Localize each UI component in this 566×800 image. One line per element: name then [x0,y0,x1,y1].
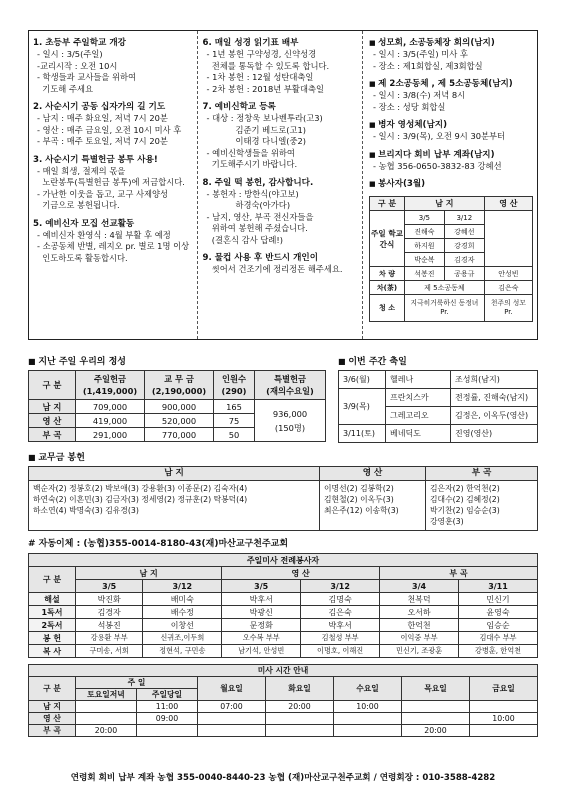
cell [137,725,198,737]
notice-column-3 [363,31,537,339]
liturgy-rota-table [28,553,538,658]
notice-line: (결혼식 감사 답례!) [206,234,283,245]
cell [198,713,266,725]
notice-title: ■ 봉사자(3월) [369,178,533,190]
feast-date: 3/6(월) [339,371,386,389]
table-row [29,645,538,658]
cell: 제 5소공동체 [405,281,485,295]
date-cell: 3/5 [222,580,301,593]
notice-line: - 대상 : 정창욱 보나벤투라(고3) [206,113,323,123]
col-header: 금요일 [470,677,538,701]
notice-line: - 가난한 이웃을 돕고, 교구 사제양성 [37,188,169,199]
feast-table [338,370,538,443]
notice-line: - 1차 봉헌 : 12월 성탄대축일 [206,72,314,82]
notice-line: - 일시 : 3/5(주일) [37,49,103,59]
notice-line: - 봉헌자 : 방한식(야고보) [206,188,299,199]
cell [470,701,538,713]
row-label: 영 산 [29,713,76,725]
col-header: 구 분 [29,677,76,701]
cell: 김명숙 [301,593,380,606]
notice-line: 하경숙(아가다) [206,200,291,210]
table-title: 미사 시간 안내 [29,665,538,677]
sponsor-yeongsan: 이명선(2) 김봉학(2) 김현철(2) 이옥두(3) 최은주(12) 이송학(3) [320,481,426,531]
cell: 20:00 [76,725,137,737]
cell [76,713,137,725]
cell [266,713,334,725]
sponsor-title: ■ 교무금 봉헌 [28,450,538,463]
cell: 09:00 [137,713,198,725]
cell: 291,000 [76,428,145,442]
feast-people: 조성희(남지) [451,371,538,389]
notice-section [369,149,533,173]
notice-line: - 장소 : 제1회합실, 제3회합실 [373,60,483,71]
col-header: 남 지 [76,567,222,580]
date-cell: 3/5 [405,211,445,225]
notice-line: - 농협 356-0650-3832-83 강혜선 [373,160,502,171]
row-label: 봉 헌 [29,632,76,645]
saint-name: 헬레나 [386,371,451,389]
row-label: 부 곡 [29,725,76,737]
cell: 강용환 부부 [76,632,143,645]
cell: 김경자 [444,253,484,267]
cell: 박후서 [222,593,301,606]
cell: 김대수 부부 [459,632,538,645]
notice-column-2 [198,31,363,339]
cell: 구미송, 서희 [76,645,143,658]
col-header: 화요일 [266,677,334,701]
notice-title: 8. 주일 떡 봉헌, 감사합니다. [202,177,314,188]
notice-section [369,119,533,143]
table-row [29,619,538,632]
col-header: 주 일 [76,677,198,689]
auto-transfer: # 자동이체 : (농협)355-0014-8180-43(재)마산교구천주교회 [28,539,289,549]
cell: 김은숙 [484,281,532,295]
row-label: 1독서 [29,606,76,619]
notice-section [33,154,193,212]
row-label: 복 사 [29,645,76,658]
cell: 천주의 성모 Pr. [484,295,532,322]
notice-board [28,30,538,340]
notice-line: 인도하도록 활동합시다. [37,252,128,263]
notice-section [369,37,533,72]
notice-line: - 남지 : 매주 화요일, 저녁 7시 20분 [37,113,168,123]
notice-title: ■ 브리지다 회비 납부 계좌(남지) [369,149,533,161]
col-header: 구 분 [29,567,76,593]
cell: 하지원 [405,239,445,253]
cell: 안성빈 [484,267,532,281]
col-header: 영 산 [484,197,532,211]
col-header: 남 지 [29,467,320,481]
notice-section [369,78,533,113]
notice-title: 6. 매일 성경 읽기표 배부 [202,38,299,48]
cell: 배수정 [143,606,222,619]
col-header: 부 곡 [426,467,538,481]
row-label: 차 량 [370,267,405,281]
feast-date: 3/9(목) [339,389,386,425]
col-header: 주일헌금 (1,419,000) [76,371,145,400]
notice-line: 이태경 다니엘(중2) [206,136,306,146]
cell: 한억천 [380,619,459,632]
col-header: 영 산 [222,567,380,580]
notice-title: 1. 초등부 주일학교 개강 [33,38,126,48]
notice-line: 기도해주시기 바랍니다. [206,159,298,169]
cell: 165 [214,400,255,414]
special-offering: 936,000 (150명) [255,400,326,442]
col-header: 목요일 [402,677,470,701]
cell: 07:00 [198,701,266,713]
footer: 연령회 회비 납부 계좌 농협 355-0040-8440-23 농협 (재)마산교구천주교회 / 연령회장 : 010-3588-4282 [70,773,496,783]
table-row [29,713,538,725]
table-row [29,606,538,619]
notice-title: 3. 사순시기 특별헌금 봉투 사용! [33,154,158,165]
notice-line: - 장소 : 성당 회합실 [373,101,446,112]
notice-section [33,218,193,265]
cell: 11:00 [137,701,198,713]
col-header: 토요일저녁 [76,689,137,701]
cell [402,701,470,713]
cell: 박후서 [301,619,380,632]
cell: 10:00 [470,713,538,725]
feast-people: 김정은, 이옥두(영산) [451,407,538,425]
row-label: 2독서 [29,619,76,632]
cell: 900,000 [145,400,214,414]
cell: 520,000 [145,414,214,428]
cell: 민신기 [459,593,538,606]
col-header: 교 무 금 (2,190,000) [145,371,214,400]
finance-title: ■ 지난 주일 우리의 정성 [28,354,328,367]
cell: 문정화 [222,619,301,632]
cell: 이명호, 이해진 [301,645,380,658]
notice-section [33,101,193,148]
row-label: 청 소 [370,295,405,322]
date-cell: 3/12 [143,580,222,593]
cell [198,725,266,737]
notice-line: - 영산 : 매주 금요일, 오전 10시 미사 후 [37,124,182,135]
volunteer-table [369,196,533,322]
cell [266,725,334,737]
cell: 박광신 [222,606,301,619]
cell: 석봉진 [76,619,143,632]
cell [334,725,402,737]
table-row [29,701,538,713]
sponsor-table [28,466,538,531]
feast-title: ■ 이번 주간 축일 [338,354,538,367]
col-header: 인원수 (290) [214,371,255,400]
notice-line: - 부곡 : 매주 토요일, 저녁 7시 20분 [37,136,168,146]
notice-line: -교리시작 : 오전 10시 [37,60,118,71]
date-cell: 3/12 [301,580,380,593]
saint-name: 프란치스카 [386,389,451,407]
row-label: 차(茶) [370,281,405,295]
table-row [29,593,538,606]
date-cell: 3/4 [380,580,459,593]
col-header: 월요일 [198,677,266,701]
sponsor-bugok: 김은자(2) 한억천(2) 김대수(2) 김혜정(2) 박기찬(2) 임승순(3) 강영훈(3) [426,481,538,531]
cell: 공용규 [444,267,484,281]
cell: 지극히거룩하신 동정녀 Pr. [405,295,485,322]
date-cell: 3/11 [459,580,538,593]
notice-line: 위하여 봉헌해 주셨습니다. [206,223,308,233]
notice-line: 기도해 주세요 [37,83,94,94]
notice-section [369,178,533,190]
table-row [29,632,538,645]
cell: 임승순 [459,619,538,632]
row-label: 부 곡 [29,428,76,442]
notice-line: 노란봉투(특별헌금 봉투)에 저금합시다. [37,177,185,187]
cell: 오서하 [380,606,459,619]
cell: 윤영숙 [459,606,538,619]
row-label: 영 산 [29,414,76,428]
notice-line: - 예비신학생들을 위하여 [206,147,295,158]
cell: 민신기, 조광훈 [380,645,459,658]
notice-section [202,252,358,276]
cell: 김은숙 [301,606,380,619]
notice-section [202,37,358,95]
notice-line: - 일시 : 3/8(수) 저녁 8시 [373,90,466,100]
cell [334,713,402,725]
notice-section [33,37,193,95]
date-cell: 3/12 [444,211,484,225]
row-label: 해설 [29,593,76,606]
sponsor-namji: 백순자(2) 정봉호(2) 박보애(3) 강용환(3) 이종문(2) 김숙자(4) 하연숙(2) 이흔민(3) 김금자(3) 정세영(2) 정규훈(2) 탁봉덕(4) 하소연(4) 박명숙(3) 김유경(3) [29,481,320,531]
notice-title: 7. 예비신학교 등록 [202,102,276,112]
cell: 신귀조,이두희 [143,632,222,645]
notice-line: 씻어서 건조기에 정리정돈 해주세요. [206,264,343,274]
cell: 강경희 [444,239,484,253]
cell: 강혜선 [444,225,484,239]
col-header: 구 분 [29,371,76,400]
notice-line: 김준기 베드로(고1) [206,124,306,135]
row-label: 남 지 [29,701,76,713]
notice-section [202,101,358,171]
notice-line: - 남지, 영산, 부곡 전신자들을 [206,211,314,222]
cell: 김철성 부부 [301,632,380,645]
col-header: 특별헌금 (재의수요일) [255,371,326,400]
col-header: 주일당일 [137,689,198,701]
cell: 석봉진 [405,267,445,281]
cell: 770,000 [145,428,214,442]
cell: 50 [214,428,255,442]
cell: 이익중 부부 [380,632,459,645]
feast-people: 진영(영산) [451,425,538,443]
notice-line: - 일시 : 3/5(주일) 미사 후 [373,49,468,59]
cell: 419,000 [76,414,145,428]
notice-title: 5. 예비신자 모집 선교활동 [33,218,135,229]
cell: 박진화 [76,593,143,606]
notice-line: 기금으로 봉헌됩니다. [37,200,120,210]
table-row [29,725,538,737]
notice-line: - 1년 봉헌 구약성경, 신약성경 [206,49,317,59]
notice-line: - 학생들과 교사들을 위하여 [37,72,137,82]
date-cell: 3/5 [76,580,143,593]
col-header: 영 산 [320,467,426,481]
cell: 정현석, 구민송 [143,645,222,658]
notice-line: - 2차 봉헌 : 2018년 부활대축일 [206,83,324,94]
cell: 이창선 [143,619,222,632]
saint-name: 베네딕도 [386,425,451,443]
cell: 75 [214,414,255,428]
col-header: 수요일 [334,677,402,701]
notice-column-1 [29,31,198,339]
cell: 진해숙 [405,225,445,239]
cell: 김경자 [76,606,143,619]
cell: 남기석, 안성빈 [222,645,301,658]
cell: 20:00 [402,725,470,737]
notice-line: - 예비신자 환영식 : 4월 부활 후 예정 [37,229,171,240]
cell: 10:00 [334,701,402,713]
cell [402,713,470,725]
cell [76,701,137,713]
notice-line: 전체를 통독할 수 있도록 합니다. [206,60,330,71]
notice-line: - 소공동체 반별, 레지오 pr. 별로 1명 이상 [37,241,190,251]
col-header: 남 지 [405,197,485,211]
table-title: 주일미사 전례봉사자 [29,554,538,567]
cell: 20:00 [266,701,334,713]
cell: 박순복 [405,253,445,267]
row-label: 남 지 [29,400,76,414]
notice-title: 9. 물컵 사용 후 반드시 개인이 [202,253,319,263]
cell: 천복덕 [380,593,459,606]
notice-title: ■ 병자 영성체(남지) [369,119,533,131]
finance-table [28,370,326,442]
notice-title: ■ 제 2소공동체 , 제 5소공동체(남지) [369,78,533,90]
saint-name: 그레고리오 [386,407,451,425]
mass-times-table [28,664,538,737]
cell [470,725,538,737]
cell: 강병훈, 한억천 [459,645,538,658]
cell: 709,000 [76,400,145,414]
cell [484,211,532,267]
notice-title: ■ 성모회, 소공동체장 회의(남지) [369,37,533,49]
feast-date: 3/11(토) [339,425,386,443]
notice-line: - 매일 희생, 절제의 몫을 [37,165,126,176]
cell: 오수복 부부 [222,632,301,645]
col-header: 구 분 [370,197,405,211]
notice-section [202,177,358,247]
notice-line: - 일시 : 3/9(목), 오전 9시 30분부터 [373,131,506,141]
notice-title: 2. 사순시기 공동 십자가의 길 기도 [33,102,166,112]
feast-people: 전정률, 진해숙(남지) [451,389,538,407]
row-label: 주일 학교 간식 [370,211,405,267]
cell: 배미숙 [143,593,222,606]
col-header: 부 곡 [380,567,538,580]
